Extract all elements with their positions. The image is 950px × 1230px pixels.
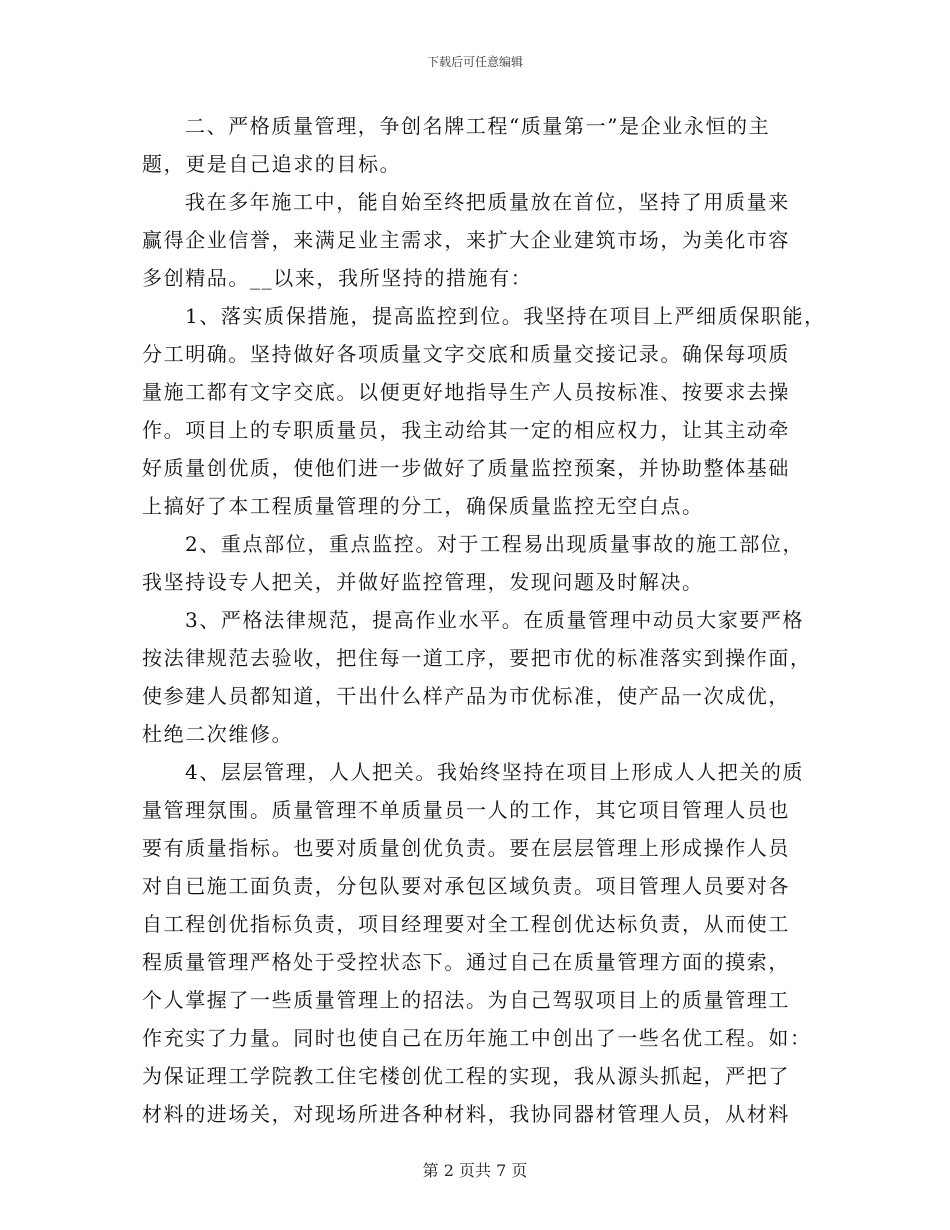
text-line: 对自已施工面负责，分包队要对承包区域负责。项目管理人员要对各: [142, 874, 790, 898]
text-line: 作充实了力量。同时也使自己在历年施工中创出了一些名优工程。如：: [142, 1026, 812, 1050]
text-line: 量施工都有文字交底。以便更好地指导生产人员按标准、按要求去操: [142, 380, 790, 404]
text-line: 4、层层管理，人人把关。我始终坚持在项目上形成人人把关的质: [185, 760, 805, 784]
text-line: 二、严格质量管理，争创名牌工程“质量第一”是企业永恒的主: [185, 114, 771, 138]
text-line: 杜绝二次维修。: [142, 722, 294, 746]
text-line: 量管理氛围。质量管理不单质量员一人的工作，其它项目管理人员也: [142, 798, 790, 822]
text-line: 3、严格法律规范，提高作业水平。在质量管理中动员大家要严格: [185, 608, 805, 632]
text-line: 自工程创优指标负责，项目经理要对全工程创优达标负责，从而使工: [142, 912, 790, 936]
text-line: 赢得企业信誉，来满足业主需求，来扩大企业建筑市场，为美化市容: [142, 228, 790, 252]
text-line: 作。项目上的专职质量员，我主动给其一定的相应权力，让其主动牵: [142, 418, 790, 442]
text-line: 1、落实质保措施，提高监控到位。我坚持在项目上严细质保职能，: [185, 304, 826, 328]
page-footer: 第 2 页共 7 页: [422, 1161, 528, 1180]
text-line: 分工明确。坚持做好各项质量文字交底和质量交接记录。确保每项质: [142, 342, 790, 366]
text-line: 2、重点部位，重点监控。对于工程易出现质量事故的施工部位，: [185, 532, 805, 556]
text-line: 个人掌握了一些质量管理上的招法。为自己驾驭项目上的质量管理工: [142, 988, 790, 1012]
text-line: 多创精品。__以来，我所坚持的措施有：: [142, 266, 533, 290]
text-line: 上搞好了本工程质量管理的分工，确保质量监控无空白点。: [142, 494, 704, 518]
page-header: 下载后可任意编辑: [426, 55, 523, 69]
text-line: 使参建人员都知道，干出什么样产品为市优标准，使产品一次成优，: [142, 684, 790, 708]
text-line: 材料的进场关，对现场所进各种材料，我协同器材管理人员，从材料: [142, 1102, 790, 1126]
text-line: 我在多年施工中，能自始至终把质量放在首位，坚持了用质量来: [185, 190, 790, 214]
text-line: 题，更是自己追求的目标。: [142, 152, 402, 176]
text-line: 按法律规范去验收，把住每一道工序，要把市优的标准落实到操作面，: [142, 646, 812, 670]
text-line: 为保证理工学院教工住宅楼创优工程的实现，我从源头抓起，严把了: [142, 1064, 790, 1088]
text-line: 好质量创优质，使他们进一步做好了质量监控预案，并协助整体基础: [142, 456, 790, 480]
text-line: 要有质量指标。也要对质量创优负责。要在层层管理上形成操作人员: [142, 836, 790, 860]
text-line: 我坚持设专人把关，并做好监控管理，发现问题及时解决。: [142, 570, 704, 594]
text-line: 程质量管理严格处于受控状态下。通过自己在质量管理方面的摸索，: [142, 950, 790, 974]
